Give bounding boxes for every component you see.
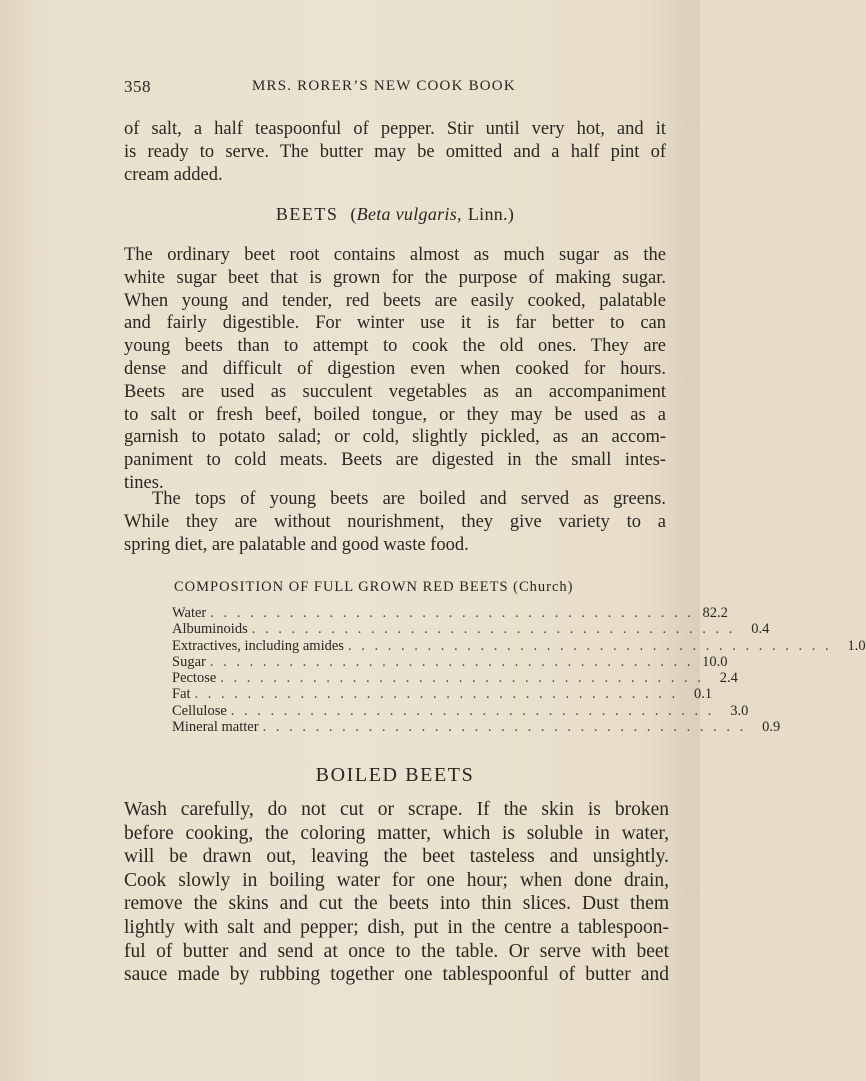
text-line: Beets are used as succulent vegetables as an accompaniment	[124, 381, 666, 402]
composition-value: 2.4	[719, 670, 738, 687]
leader-dots: . . . . . . . . . . . . . . . . . . . . . . . . . . . . . . . . . . . . .	[230, 702, 715, 719]
beets-title: BEETS	[275, 204, 339, 224]
intro-paragraph	[124, 118, 666, 186]
composition-row	[172, 605, 728, 621]
heading-open-paren: (	[350, 204, 357, 224]
text-line: will be drawn out, leaving the beet tasteless and unsightly.	[124, 846, 669, 868]
text-line: to salt or fresh beef, boiled tongue, or they may be used as a	[124, 404, 666, 425]
composition-row	[172, 621, 770, 638]
boiled-beets-heading: BOILED BEETS	[315, 764, 475, 786]
leader-dots: . . . . . . . . . . . . . . . . . . . . . . . . . . . . . . . . . . . . .	[262, 719, 747, 736]
text-line: The ordinary beet root contains almost as much sugar as the	[124, 245, 666, 265]
composition-row	[172, 702, 749, 719]
text-line: Wash carefully, do not cut or scrape. If the skin is broken	[124, 799, 669, 820]
scientific-name: Beta vulgaris,	[356, 204, 462, 224]
leader-dots: . . . . . . . . . . . . . . . . . . . . . . . . . . . . . . . . . . . . .	[251, 621, 736, 638]
text-line: young beets than to attempt to cook the old ones. They are	[124, 336, 666, 357]
running-title: MRS. RORER’S NEW COOK BOOK	[252, 78, 516, 94]
composition-table-title: COMPOSITION OF FULL GROWN RED BEETS (Church)	[174, 579, 574, 595]
composition-value: 0.4	[751, 621, 770, 638]
boiled-beets-paragraph	[124, 798, 669, 987]
text-line: ful of butter and send at once to the table. Or serve with beet	[124, 940, 669, 962]
leader-dots: . . . . . . . . . . . . . . . . . . . . . . . . . . . . . . . . . . . . .	[209, 653, 694, 670]
text-line: cream added.	[124, 164, 223, 185]
text-line: While they are without nourishment, they give variety to a	[124, 511, 666, 532]
composition-value: 3.0	[730, 702, 749, 719]
composition-label: Extractives, including amides	[172, 637, 344, 654]
composition-label: Fat	[172, 686, 191, 703]
text-line: When young and tender, red beets are easily cooked, palatable	[124, 290, 666, 311]
text-line: Cook slowly in boiling water for one hour; when done drain,	[124, 869, 669, 891]
composition-label: Water	[172, 605, 207, 621]
page-header	[124, 77, 664, 101]
page-number: 358	[124, 77, 151, 96]
composition-row	[172, 670, 738, 687]
text-line: paniment to cold meats. Beets are digested in the small intes-	[124, 450, 666, 471]
text-line: is ready to serve. The butter may be omitted and a half pint of	[124, 141, 666, 162]
beets-paragraph	[124, 244, 666, 495]
leader-dots: . . . . . . . . . . . . . . . . . . . . . . . . . . . . . . . . . . . . .	[347, 637, 832, 654]
composition-label: Cellulose	[172, 702, 227, 719]
text-line: The tops of young beets are boiled and served as greens.	[152, 489, 666, 509]
text-line: and fairly digestible. For winter use it is far better to can	[124, 313, 666, 334]
composition-value: 10.0	[702, 653, 728, 670]
leader-dots: . . . . . . . . . . . . . . . . . . . . . . . . . . . . . . . . . . . . .	[210, 605, 694, 621]
leader-dots: . . . . . . . . . . . . . . . . . . . . . . . . . . . . . . . . . . . . .	[194, 686, 679, 703]
beet-tops-paragraph	[124, 488, 666, 556]
composition-label: Pectose	[172, 670, 217, 687]
composition-row	[172, 686, 713, 703]
text-line: dense and difficult of digestion even when cooked for hours.	[124, 358, 666, 379]
composition-label: Mineral matter	[172, 719, 259, 736]
text-line: tines.	[124, 472, 164, 493]
composition-row	[172, 719, 781, 736]
text-line: of salt, a half teaspoonful of pepper. Stir until very hot, and it	[124, 119, 666, 139]
text-line: before cooking, the coloring matter, which is soluble in water,	[124, 822, 669, 844]
composition-label: Albuminoids	[172, 621, 248, 638]
composition-value: 1.0	[847, 637, 866, 654]
composition-value: 0.1	[694, 686, 713, 703]
text-line: lightly with salt and pepper; dish, put in the centre a tablespoon-	[124, 916, 669, 938]
text-line: spring diet, are palatable and good waste food.	[124, 534, 469, 555]
leader-dots: . . . . . . . . . . . . . . . . . . . . . . . . . . . . . . . . . . . . .	[220, 670, 704, 687]
composition-table	[172, 605, 866, 736]
text-line: remove the skins and cut the beets into thin slices. Dust them	[124, 893, 669, 915]
text-line: sauce made by rubbing together one tablespoonful of butter and	[124, 964, 669, 986]
composition-value: 0.9	[762, 719, 781, 736]
composition-value: 82.2	[702, 605, 728, 621]
composition-label: Sugar	[172, 653, 206, 670]
text-line: garnish to potato salad; or cold, slightly pickled, as an accom-	[124, 427, 666, 448]
beets-heading	[124, 204, 666, 225]
composition-row	[172, 637, 866, 654]
authority: Linn.)	[467, 204, 515, 224]
text-line: white sugar beet that is grown for the purpose of making sugar.	[124, 267, 666, 288]
composition-row	[172, 653, 728, 670]
